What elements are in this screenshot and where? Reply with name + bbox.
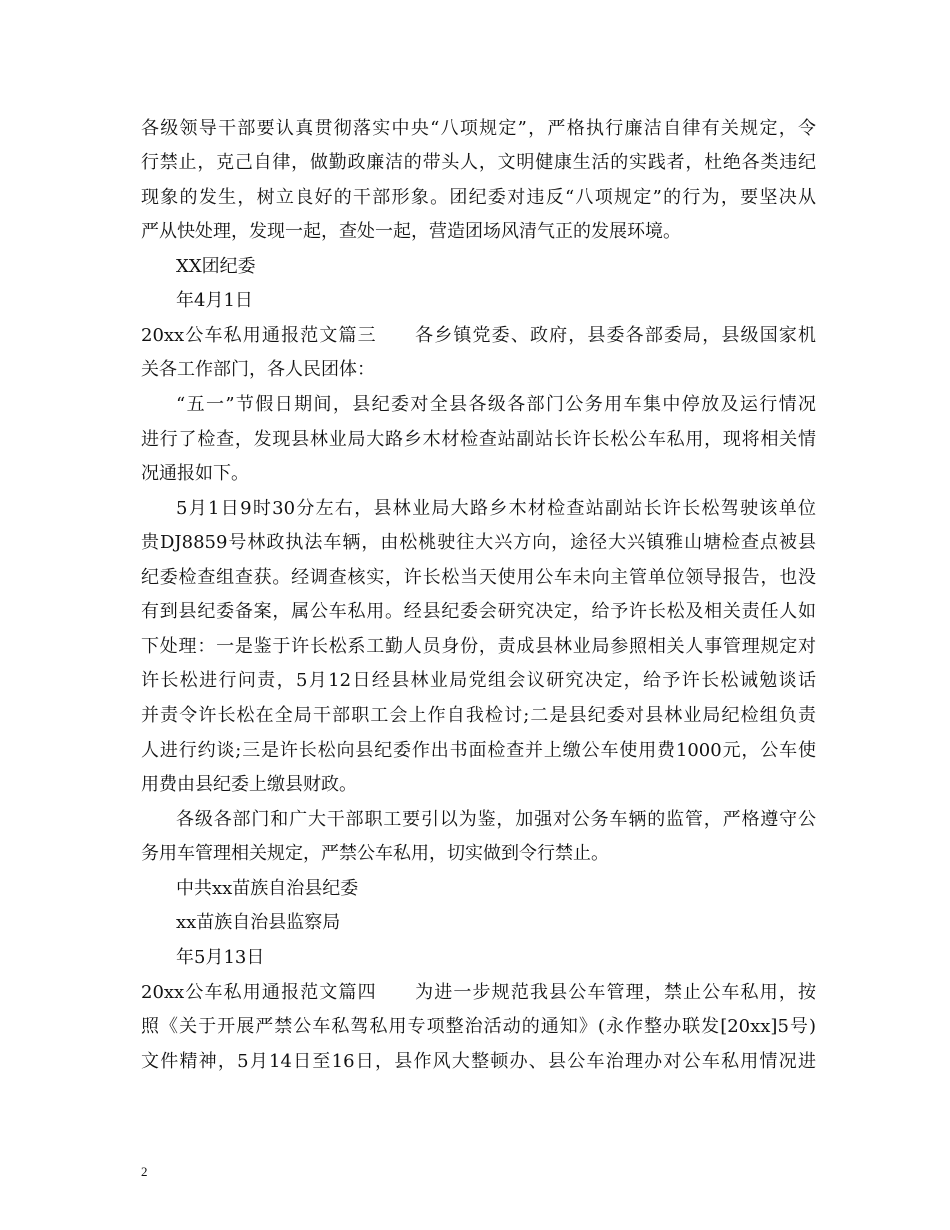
text-line: 行禁止，克己自律，做勤政廉洁的带头人，文明健康生活的实践者，杜绝各类违纪 — [141, 152, 816, 173]
text-line: 文件精神，5月14日至16日，县作风大整顿办、县公车治理办对公车私用情况进 — [141, 1051, 816, 1072]
text-line: 各级各部门和广大干部职工要引以为鉴，加强对公务车辆的监管，严格遵守公 — [176, 809, 816, 830]
signature-org: 中共xx苗族自治县纪委 — [176, 878, 359, 899]
text-line: 纪委检查组查获。经调查核实，许长松当天使用公车未向主管单位领导报告，也没 — [141, 567, 816, 588]
signature-org: XX团纪委 — [176, 256, 256, 277]
text-line: 照《关于开展严禁公车私驾私用专项整治活动的通知》(永作整办联发[20xx]5号) — [141, 1016, 816, 1037]
text-line: 下处理：一是鉴于许长松系工勤人员身份，责成县林业局参照相关人事管理规定对 — [141, 636, 816, 657]
signature-date: 年5月13日 — [176, 947, 265, 968]
text-line: 许长松进行问责，5月12日经县林业局党组会议研究决定，给予许长松诫勉谈话 — [141, 670, 816, 691]
text-line: “五一”节假日期间，县纪委对全县各级各部门公务用车集中停放及运行情况 — [176, 394, 816, 415]
section-heading-line: 20xx公车私用通报范文篇三 各乡镇党委、政府，县委各部委局，县级国家机 — [141, 325, 816, 346]
signature-date: 年4月1日 — [176, 290, 253, 311]
page-number: 2 — [141, 1164, 148, 1179]
text-line: 关各工作部门，各人民团体： — [141, 359, 375, 380]
text-line: 现象的发生，树立良好的干部形象。团纪委对违反“八项规定”的行为，要坚决从 — [141, 187, 816, 208]
text-line: 5月1日9时30分左右，县林业局大路乡木材检查站副站长许长松驾驶该单位 — [176, 498, 816, 519]
text-line: 进行了检查，发现县林业局大路乡木材检查站副站长许长松公车私用，现将相关情 — [141, 429, 816, 450]
text-line: 严从快处理，发现一起，查处一起，营造团场风清气正的发展环境。 — [141, 221, 681, 242]
section-heading-line: 20xx公车私用通报范文篇四 为进一步规范我县公车管理，禁止公车私用，按 — [141, 982, 816, 1003]
text-line: 有到县纪委备案，属公车私用。经县纪委会研究决定，给予许长松及相关责任人如 — [141, 601, 816, 622]
text-line: 各级领导干部要认真贯彻落实中央“八项规定”，严格执行廉洁自律有关规定，令 — [141, 118, 816, 139]
text-line: 人进行约谈;三是许长松向县纪委作出书面检查并上缴公车使用费1000元，公车使 — [141, 740, 816, 761]
text-line: 用费由县纪委上缴县财政。 — [141, 774, 357, 795]
text-line: 务用车管理相关规定，严禁公车私用，切实做到令行禁止。 — [141, 843, 609, 864]
text-line: 况通报如下。 — [141, 463, 249, 484]
text-line: 并责令许长松在全局干部职工会上作自我检讨;二是县纪委对县林业局纪检组负责 — [141, 705, 816, 726]
signature-org: xx苗族自治县监察局 — [176, 912, 341, 933]
text-line: 贵DJ8859号林政执法车辆，由松桃驶往大兴方向，途径大兴镇雅山塘检查点被县 — [141, 532, 816, 553]
